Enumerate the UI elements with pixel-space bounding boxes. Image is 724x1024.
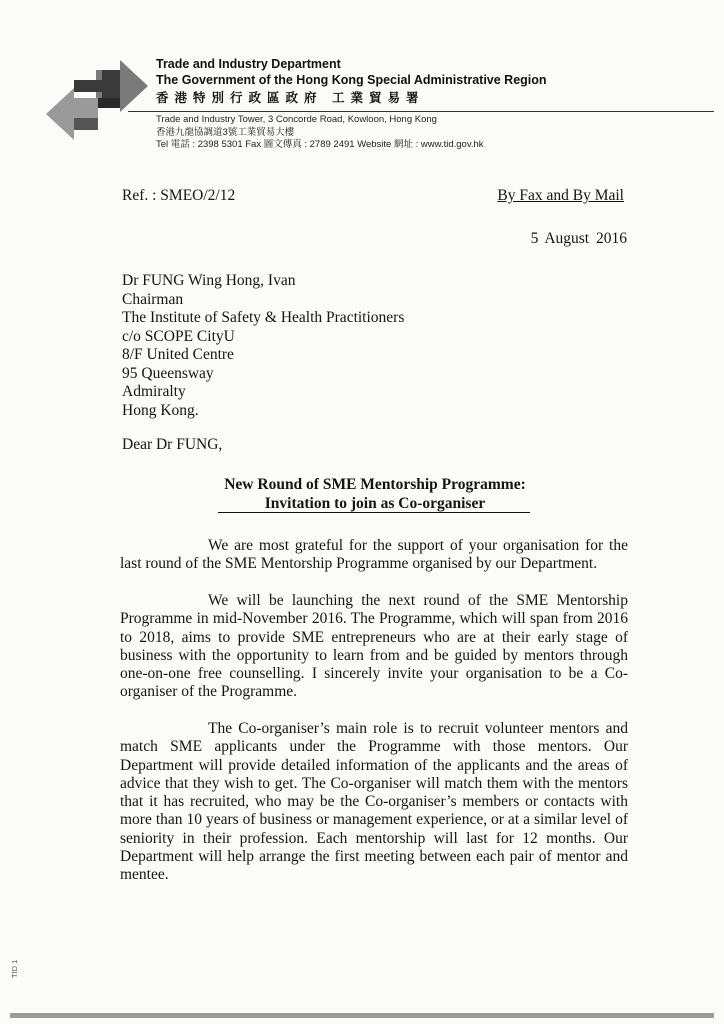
address-english: Trade and Industry Tower, 3 Concorde Road, Kowloon, Hong Kong	[156, 114, 437, 125]
body-paragraph-3: The Co-organiser’s main role is to recruit volunteer mentors and match SME applicants under the Programme with those mentors. Our Department will provide detailed information of the applicants and the areas of advice that they wish to get. The Co-organiser will match them with the mentors that it has recruited, who may be the Co-organiser’s members or contacts with more than 10 years of business or management experience, or at a similar level of seniority in their profession. Each mentorship will last for 12 months. Our Department will help arrange the first meeting between each pair of mentor and mentee.	[120, 720, 628, 884]
recipient-line: 95 Queensway	[122, 364, 214, 382]
salutation: Dear Dr FUNG,	[122, 436, 223, 453]
recipient-line: c/o SCOPE CityU	[122, 327, 235, 345]
delivery-method: By Fax and By Mail	[497, 187, 624, 204]
tid-arrows-logo-icon	[44, 56, 150, 146]
bottom-edge-bar	[10, 1013, 714, 1018]
recipient-line: 8/F United Centre	[122, 346, 234, 363]
contact-details: Tel 電話 : 2398 5301 Fax 圖文傳真 : 2789 2491 Website 網址 : www.tid.gov.hk	[156, 139, 484, 150]
subject-heading	[122, 475, 628, 513]
reference-number: Ref. : SMEO/2/12	[122, 187, 236, 204]
letter-date: 5 August 2016	[530, 230, 627, 247]
subject-line-1: New Round of SME Mentorship Programme:	[224, 476, 526, 493]
address-chinese: 香港九龍協調道3號工業貿易大樓	[156, 126, 295, 138]
subject-underline	[218, 512, 530, 513]
body-paragraph-1: We are most grateful for the support of your organisation for the last round of the SME Mentorship Programme organised by our Department.	[120, 537, 628, 573]
letterhead	[156, 56, 547, 107]
subject-line-2: Invitation to join as Co-organiser	[264, 495, 486, 512]
recipient-line: Dr FUNG Wing Hong, Ivan	[122, 272, 296, 289]
department-name: Trade and Industry Department	[156, 57, 341, 71]
letterhead-contact-block	[156, 114, 484, 152]
department-chinese-name: 香港特別行政區政府 工業貿易署	[156, 91, 425, 105]
body-paragraph-2: We will be launching the next round of the SME Mentorship Programme in mid-November 2016. The Programme, which will span from 2016 to 2018, aims to provide SME entrepreneurs who are at their early stage of business with the opportunity to learn from and be guided by mentors through one-on-one free counselling. I sincerely invite your organisation to be a Co-organiser of the Programme.	[120, 592, 628, 701]
recipient-line: Chairman	[122, 290, 184, 308]
government-name: The Government of the Hong Kong Special Administrative Region	[156, 73, 547, 87]
recipient-line: Hong Kong.	[122, 401, 199, 419]
letterhead-rule	[128, 111, 714, 112]
recipient-line: Admiralty	[122, 383, 186, 400]
recipient-line: The Institute of Safety & Health Practitioners	[122, 309, 405, 326]
recipient-address	[122, 272, 404, 420]
footer-form-code: TID 1	[10, 959, 19, 978]
